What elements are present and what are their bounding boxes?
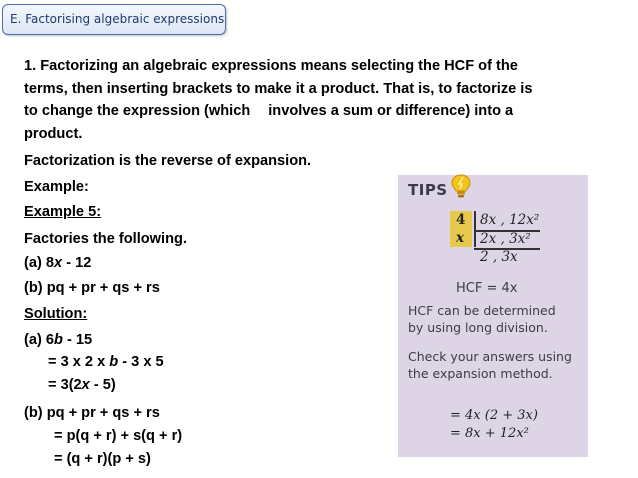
division-row-2: 2x , 3x² <box>480 231 531 247</box>
paragraph-fragment: to change the expression (which <box>24 103 251 119</box>
example-label: Example: <box>24 179 89 195</box>
question-a <box>24 255 91 271</box>
expansion-line-2: = 8x + 12x² <box>450 426 529 441</box>
solution-part: - 15 <box>62 332 93 348</box>
solution-a-line-1 <box>24 332 92 348</box>
solution-variable: b <box>54 332 63 348</box>
solution-part: - 5) <box>89 377 116 393</box>
tips-note: HCF can be determined <box>408 303 556 318</box>
solution-part: = 3(2 <box>48 377 82 393</box>
paragraph-line <box>24 103 513 119</box>
question-b: (b) pq + pr + qs + rs <box>24 280 160 296</box>
division-row-1: 8x , 12x² <box>480 212 540 228</box>
expansion-line-1: = 4x (2 + 3x) <box>450 408 538 423</box>
divisor-1: 4 <box>456 212 466 228</box>
lightbulb-icon <box>450 173 472 199</box>
paragraph-line: 1. Factorizing an algebraic expressions means selecting the HCF of the <box>24 58 518 74</box>
solution-variable: x <box>81 377 90 393</box>
tips-note: by using long division. <box>408 320 548 335</box>
question-a-part: (a) 8 <box>24 255 55 271</box>
paragraph-fragment: involves a sum or difference) into a <box>268 103 514 119</box>
long-division-bar <box>474 211 476 247</box>
question-a-part: - 12 <box>62 255 92 271</box>
tips-note: the expansion method. <box>408 366 553 381</box>
definition-line: Factorization is the reverse of expansion. <box>24 153 312 169</box>
solution-heading: Solution: <box>24 306 88 322</box>
tips-panel <box>398 175 588 457</box>
tips-note: Check your answers using <box>408 349 572 364</box>
solution-b-line-3: = (q + r)(p + s) <box>54 451 151 467</box>
solution-a-line-3 <box>48 377 116 393</box>
solution-part: (a) 6 <box>24 332 55 348</box>
solution-b-line-1: (b) pq + pr + qs + rs <box>24 405 160 421</box>
division-row-3: 2 , 3x <box>480 249 518 265</box>
solution-part: = 3 x 2 x <box>48 354 110 370</box>
question-a-variable: x <box>54 255 63 271</box>
solution-variable: b <box>109 354 119 370</box>
divisor-2: x <box>456 230 465 246</box>
example-5-heading: Example 5: <box>24 204 102 220</box>
tips-title: TIPS <box>408 181 448 199</box>
solution-a-line-2 <box>48 354 164 370</box>
hcf-result: HCF = 4x <box>456 281 518 296</box>
paragraph-line: terms, then inserting brackets to make it a product. That is, to factorize is <box>24 81 533 97</box>
instruction-line: Factories the following. <box>24 231 187 247</box>
solution-b-line-2: = p(q + r) + s(q + r) <box>54 428 183 444</box>
section-title: E. Factorising algebraic expressions <box>2 4 226 35</box>
solution-part: - 3 x 5 <box>118 354 164 370</box>
paragraph-line: product. <box>24 126 83 142</box>
